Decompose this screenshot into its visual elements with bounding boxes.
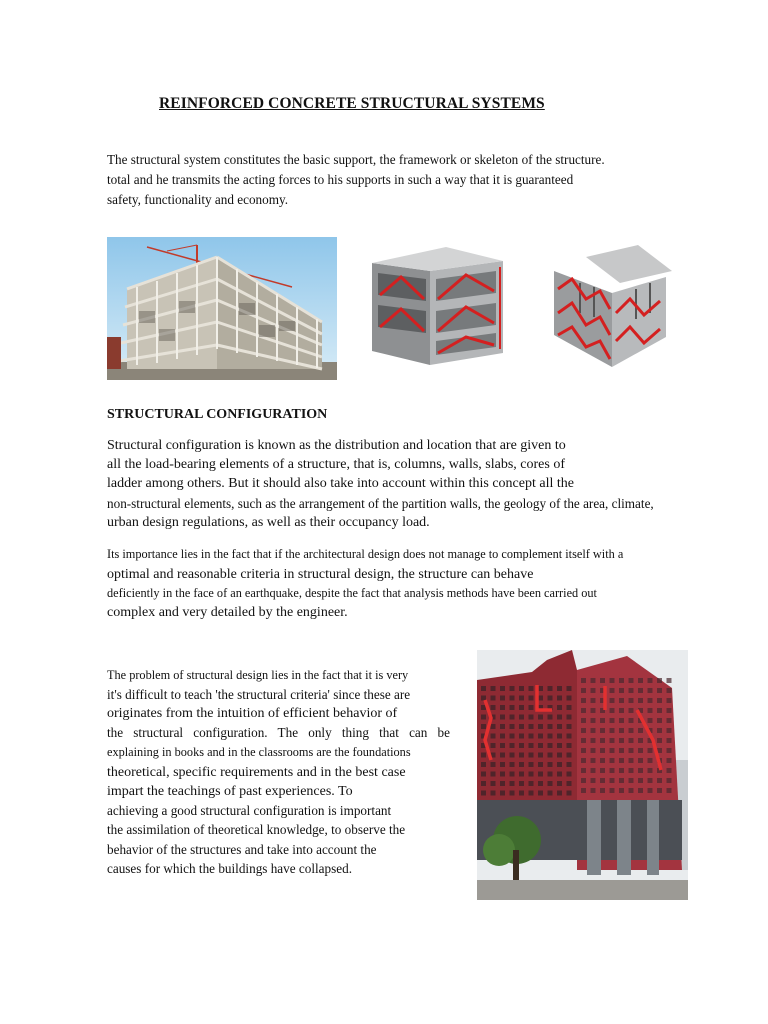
importance-line: optimal and reasonable criteria in structural design, the structure can behave (107, 567, 534, 582)
problem-line: achieving a good structural configuration is important (107, 803, 392, 818)
problem-line: behavior of the structures and take into account the (107, 842, 377, 857)
problem-line: causes for which the buildings have collapsed. (107, 861, 352, 876)
importance-line: complex and very detailed by the engineer. (107, 605, 348, 620)
problem-line: it's difficult to teach 'the structural criteria' since these are (107, 687, 411, 702)
intro-line: total and he transmits the acting forces to his supports in such a way that it is guaranteed (107, 172, 574, 187)
problem-line: originates from the intuition of efficient behavior of (107, 706, 398, 721)
intro-line: safety, functionality and economy. (107, 192, 289, 207)
section-heading: STRUCTURAL CONFIGURATION (107, 407, 328, 422)
config-line: non-structural elements, such as the arrangement of the partition walls, the geology of the area, climate, (107, 496, 654, 511)
problem-line: explaining in books and in the classrooms are the foundations (107, 745, 411, 759)
importance-line: Its importance lies in the fact that if the architectural design does not manage to complement itself with a (107, 547, 624, 561)
config-line: all the load-bearing elements of a structure, that is, columns, walls, slabs, cores of (107, 457, 565, 472)
importance-line: deficiently in the face of an earthquake, despite the fact that analysis methods have been carried out (107, 586, 597, 600)
problem-line: theoretical, specific requirements and in the best case (107, 765, 406, 780)
problem-line: the structural configuration. The only thing that can be (107, 725, 450, 740)
page-title: REINFORCED CONCRETE STRUCTURAL SYSTEMS (159, 95, 545, 112)
corner-braced-model (550, 243, 674, 371)
problem-line: impart the teachings of past experiences. To (107, 784, 353, 799)
config-line: urban design regulations, as well as their occupancy load. (107, 515, 430, 530)
config-line: ladder among others. But it should also take into account within this concept all the (107, 476, 574, 491)
problem-line: the assimilation of theoretical knowledge, to observe the (107, 822, 406, 837)
config-line: Structural configuration is known as the distribution and location that are given to (107, 438, 566, 453)
construction-photo (107, 237, 337, 380)
intro-line: The structural system constitutes the basic support, the framework or skeleton of the structure. (107, 152, 605, 167)
problem-line: The problem of structural design lies in the fact that it is very (107, 668, 409, 682)
braced-frame-model (368, 243, 510, 371)
braced-building-photo (477, 650, 688, 900)
